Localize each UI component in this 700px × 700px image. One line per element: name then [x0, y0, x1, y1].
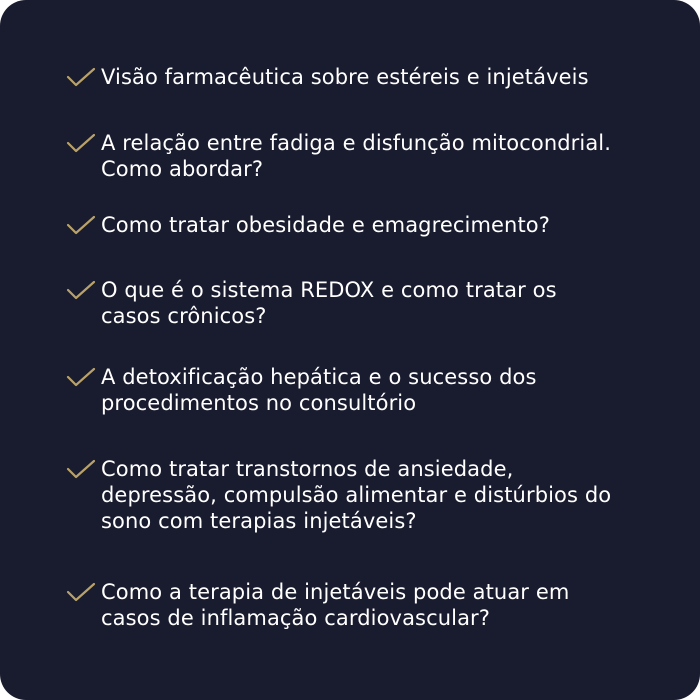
list-item-line: Como tratar transtornos de ansiedade, [101, 457, 514, 481]
list-item-text [101, 130, 611, 182]
list-item-line: A detoxificação hepática e o sucesso dos [101, 365, 537, 389]
list-item-line: O que é o sistema REDOX e como tratar os [101, 278, 557, 302]
list-item-text [101, 579, 569, 631]
list-item-text [101, 456, 611, 534]
list-item-line: depressão, compulsão alimentar e distúrbios do [101, 483, 612, 507]
list-item-line: Como abordar? [101, 157, 264, 181]
list-item [66, 212, 666, 238]
checkmark-icon [66, 132, 96, 154]
list-item-line: casos de inflamação cardiovascular? [101, 606, 491, 630]
list-item-text [101, 64, 589, 90]
list-item [66, 579, 666, 631]
list-item-text [101, 364, 537, 416]
list-item [66, 364, 666, 416]
list-item-line: A relação entre fadiga e disfunção mitocondrial. [101, 131, 612, 155]
checkmark-icon [66, 366, 96, 388]
checkmark-icon [66, 458, 96, 480]
list-item-line: casos crônicos? [101, 304, 267, 328]
list-item [66, 456, 666, 534]
checkmark-icon [66, 214, 96, 236]
list-item-line: Visão farmacêutica sobre estéreis e injetáveis [101, 65, 589, 89]
list-item [66, 130, 666, 182]
list-item-text [101, 277, 557, 329]
list-item-line: procedimentos no consultório [101, 391, 417, 415]
list-item-line: Como a terapia de injetáveis pode atuar em [101, 580, 570, 604]
list-item [66, 277, 666, 329]
list-item-line: sono com terapias injetáveis? [101, 509, 417, 533]
checkmark-icon [66, 66, 96, 88]
checkmark-icon [66, 279, 96, 301]
list-item-text [101, 212, 550, 238]
checkmark-icon [66, 581, 96, 603]
list-item [66, 64, 666, 90]
list-item-line: Como tratar obesidade e emagrecimento? [101, 213, 550, 237]
